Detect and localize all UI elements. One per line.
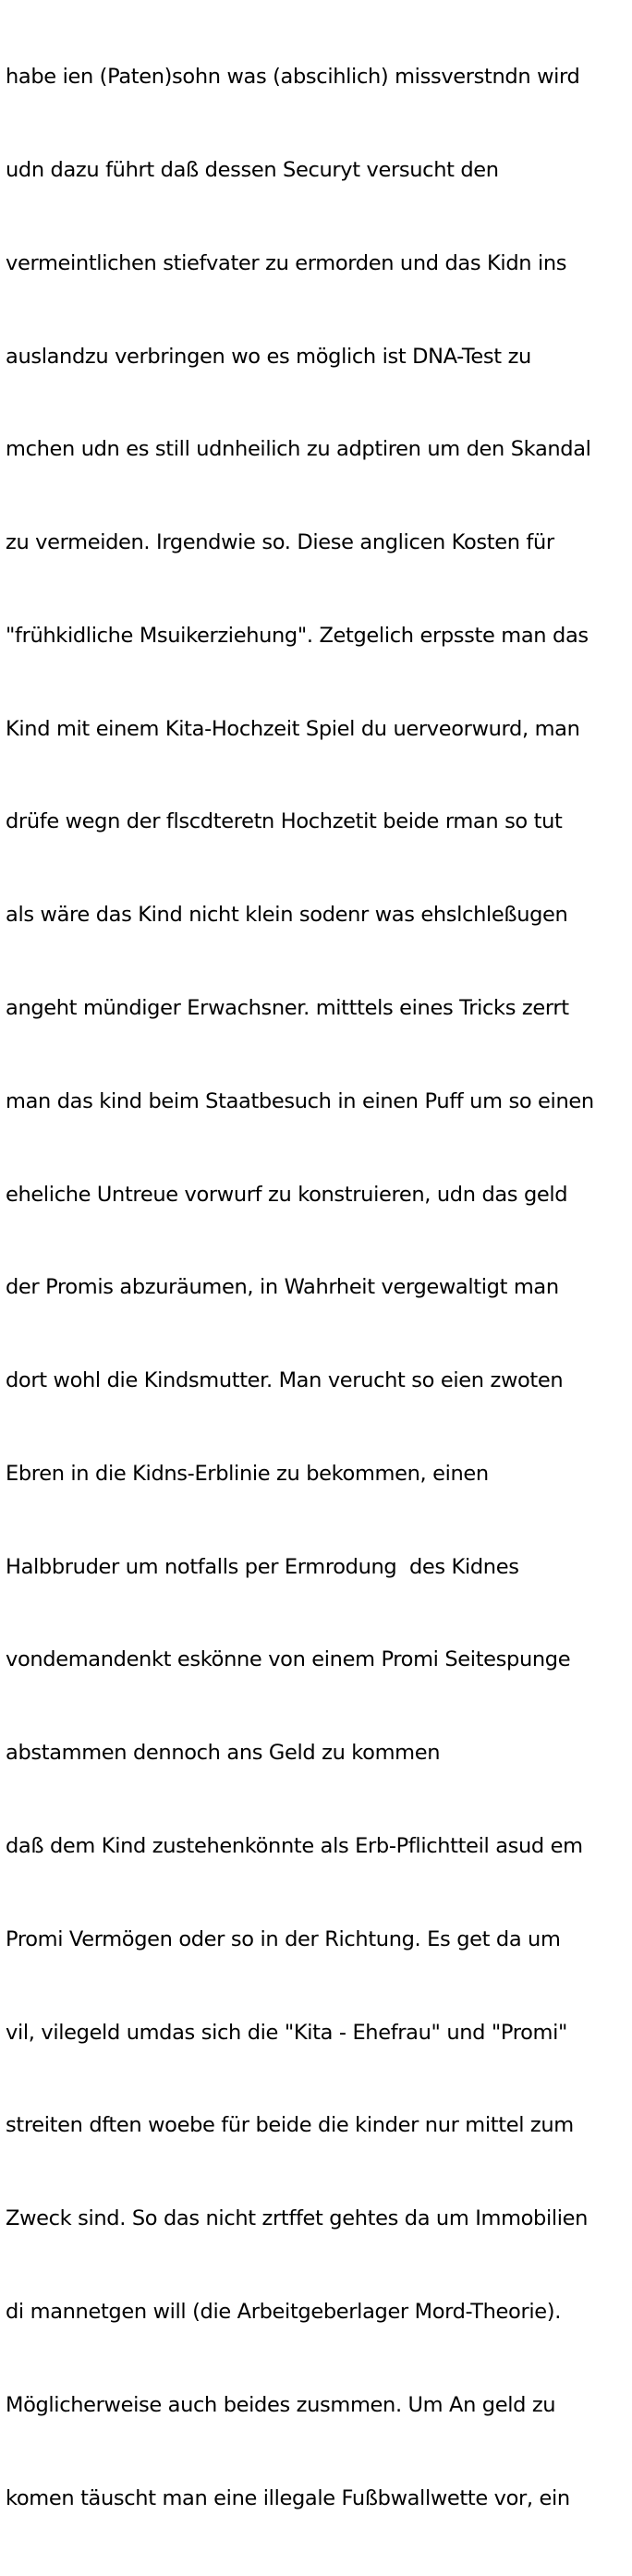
text-line: habe ien (Paten)sohn was (abscihlich) missverstndn wird bbox=[6, 65, 580, 90]
text-line: drüfe wegn der flscdteretn Hochzetit beide rman so tut bbox=[6, 809, 563, 834]
text-line: abstammen dennoch ans Geld zu kommen bbox=[6, 1741, 441, 1766]
text-line: der Promis abzuräumen, in Wahrheit vergewaltigt man bbox=[6, 1275, 559, 1300]
text-line: Möglicherweise auch beides zusmmen. Um An geld zu bbox=[6, 2392, 556, 2417]
text-line: Ebren in die Kidns-Erblinie zu bekommen, einen bbox=[6, 1461, 489, 1486]
text-line: komen täuscht man eine illegale Fußbwallwette vor, ein bbox=[6, 2485, 570, 2510]
text-line: vil, vilegeld umdas sich die "Kita - Ehefrau" und "Promi" bbox=[6, 2020, 567, 2045]
text-line: vondemandenkt eskönne von einem Promi Seitespunge bbox=[6, 1647, 571, 1672]
text-line: vermeintlichen stiefvater zu ermorden und das Kidn ins bbox=[6, 250, 567, 275]
text-line: udn dazu führt daß dessen Securyt versucht den bbox=[6, 157, 499, 182]
text-line: angeht mündiger Erwachsner. mitttels eines Tricks zerrt bbox=[6, 996, 569, 1020]
text-line: eheliche Untreue vorwurf zu konstruieren, udn das geld bbox=[6, 1182, 568, 1207]
text-line: streiten dften woebe für beide die kinder nur mittel zum bbox=[6, 2113, 574, 2138]
text-line: daß dem Kind zustehenkönnte als Erb-Pflichtteil asud em bbox=[6, 1834, 583, 1859]
text-line: dort wohl die Kindsmutter. Man verucht so eien zwoten bbox=[6, 1368, 564, 1393]
text-line: Kind mit einem Kita-Hochzeit Spiel du uerveorwurd, man bbox=[6, 716, 580, 741]
text-line: di mannetgen will (die Arbeitgeberlager Mord-Theorie). bbox=[6, 2299, 561, 2324]
text-line: zu vermeiden. Irgendwie so. Diese anglicen Kosten für bbox=[6, 530, 554, 555]
text-line: auslandzu verbringen wo es möglich ist DNA-Test zu bbox=[6, 344, 531, 369]
text-line: mchen udn es still udnheilich zu adptiren um den Skandal bbox=[6, 437, 591, 462]
document-text bbox=[6, 0, 630, 2576]
text-line: "frühkidliche Msuikerziehung". Zetgelich erpsste man das bbox=[6, 623, 589, 648]
text-line: man das kind beim Staatbesuch in einen Puff um so einen bbox=[6, 1088, 594, 1113]
text-line: Halbbruder um notfalls per Ermrodung des Kidnes bbox=[6, 1554, 519, 1579]
text-line: Promi Vermögen oder so in der Richtung. Es get da um bbox=[6, 1926, 561, 1951]
text-line: als wäre das Kind nicht klein sodenr was ehslchleßugen bbox=[6, 903, 568, 928]
text-line: Zweck sind. So das nicht zrtffet gehtes da um Immobilien bbox=[6, 2206, 589, 2231]
